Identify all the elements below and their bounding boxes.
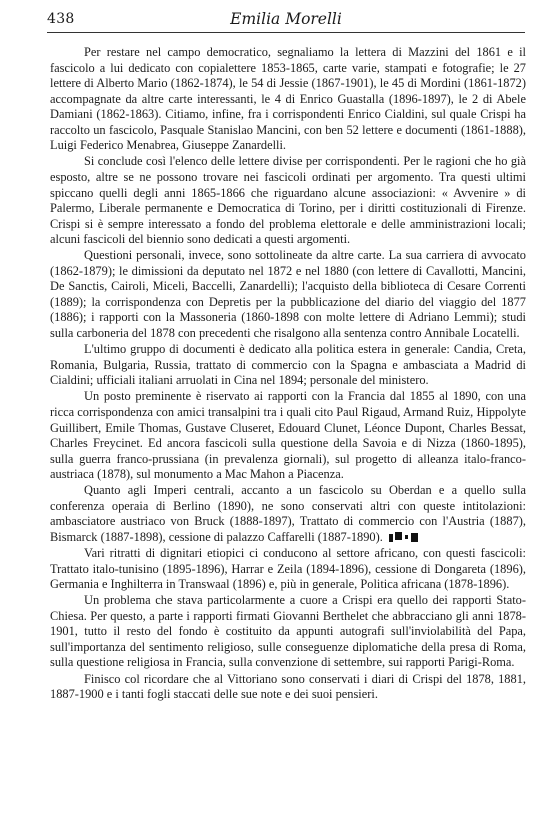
running-head (47, 10, 525, 33)
page-number: 438 (47, 11, 75, 27)
paragraph-state-church: Un problema che stava particolarmente a cuore a Crispi era quello dei rapporti Stato-Chiesa. Per questo, a parte i rapporti firmati Giovanni Berthelet che abbracciano gli anni 1878-1901, tutto il resto del fondo è costituito da appunti autografi sull'inviolabilità del Papa, sull'importanza del sentimento religioso, sulle conseguenze diplomatiche della presa di Roma, sulla questione religiosa in Francia, sulla convenzione di settembre, sui rapporti Parigi-Roma. (50, 593, 526, 670)
paragraph-democratic-correspondents: Per restare nel campo democratico, segnaliamo la lettera di Mazzini del 1861 e il fascicolo a lui dedicato con copialettere 1853-1865, carte varie, stampati e fotografie; le 27 lettere di Alberto Mario (1862-1874), le 54 di Jessie (1867-1901), le 45 di Mordini (1861-1872) accompagnate da altre carte interessanti, le 4 di Enrico Guastalla (1896-1897), le 2 di Abele Damiani (1862-1863). Citiamo, infine, fra i corrispondenti Enrico Cialdini, sul quale Crispi ha raccolto un fascicolo, Pasquale Stanislao Mancini, con ben 52 lettere e documenti (1861-1888), Luigi Federico Menabrea, Giuseppe Zanardelli. (50, 45, 526, 153)
paragraph-african-sector: Vari ritratti di dignitari etiopici ci conducono al settore africano, con questi fascicoli: Trattato italo-tunisino (1895-1896), Harrar e Zeila (1894-1896), cessione di Dongareta (1896), Germania e Inghilterra in Transwaal (1896) e, più in generale, Politica africana (1878-1896). (50, 546, 526, 592)
paragraph-foreign-policy: L'ultimo gruppo di documenti è dedicato alla politica estera in generale: Candia, Creta, Romania, Bulgaria, Russia, trattato di commercio con la Spagna e ambasciata a Madrid di Cialdini; ufficiali italiani arruolati in Cina nel 1894; personale del ministero. (50, 342, 526, 388)
body-text (50, 45, 526, 703)
paragraph-crispi-diaries: Finisco col ricordare che al Vittoriano sono conservati i diari di Crispi del 1878, 1881, 1887-1900 e i tanti fogli staccati delle sue note e dei suoi pensieri. (50, 671, 526, 702)
paragraph-central-empires (50, 483, 526, 545)
running-title: Emilia Morelli (230, 10, 342, 28)
paragraph-personal-questions: Questioni personali, invece, sono sottolineate da altre carte. La sua carriera di avvocato (1862-1879); le dimissioni da deputato nel 1872 e nel 1880 (con lettere di Cavallotti, Mancini, De Sanctis, Cairoli, Miceli, Baccelli, Zanardelli); l'acquisto della biblioteca di Cesare Correnti (1889); la corrispondenza con Depretis per la pubblicazione del diario del viaggio del 1877 (1886); i rapporti con la Massoneria (1860-1898 con molte lettere di Adriano Lemmi); studi sulla carboneria del 1878 con precedenti che risalgono alla sentenza contro Annibale Locatelli. (50, 248, 526, 341)
paragraph-france-relations: Un posto preminente è riservato ai rapporti con la Francia dal 1855 al 1890, con una ricca corrispondenza con amici transalpini tra i quali cito Paul Rigaud, Armand Ruiz, Hippolyte Guillibert, Emile Thomas, Gustave Cluseret, Edouard Clunet, Léonce Dupont, Charles Bessat, Charles Freycinet. Ed ancora fascicoli sulla questione della Savoia e di Nizza (1860-1895), sulla guerra franco-prussiana (in prevalenza giornali), sul progetto di alleanza italo-franco-austriaca (1878), sul monumento a Mac Mahon a Piacenza. (50, 389, 526, 482)
print-blemish-mark (389, 532, 419, 542)
paragraph-subject-files: Si conclude così l'elenco delle lettere divise per corrispondenti. Per le ragioni che ho già esposto, altre se ne possono trovare nei fascicoli ordinati per argomento. Tra questi ultimi spiccano quelli degli anni 1865-1866 che riguardano alcune associazioni: « Avvenire » di Palermo, Liberale permanente e Democratica di Torino, per i diritti costituzionali di Firenze. Crispi si è sempre interessato a fondo del problema elettorale e delle amministrazioni locali; alcuni fascicoli del biennio sono dedicati a questi argomenti. (50, 154, 526, 247)
central-empires-text: Quanto agli Imperi centrali, accanto a un fascicolo su Oberdan e a quello sulla conferenza operaia di Berlino (1890), ne sono conservati altri con queste intitolazioni: ambasciatore austriaco von Bruck (1888-1897), Trattato di commercio con l'Austria (1887), Bismarck (1887-1898), cessione di palazzo Caffarelli (1887-1890). (50, 483, 526, 544)
